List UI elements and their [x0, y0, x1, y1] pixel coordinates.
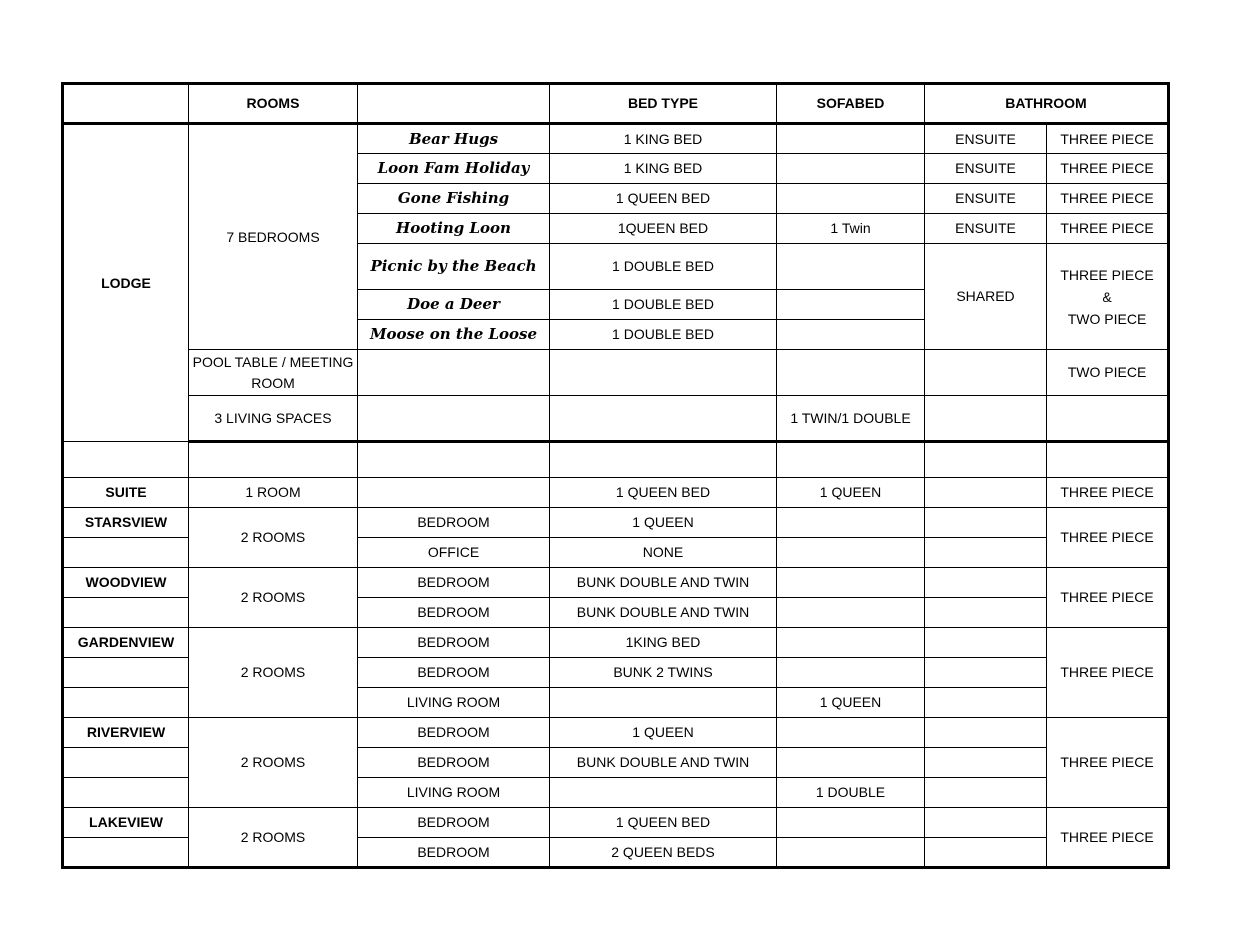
unit-name-gardenview: GARDENVIEW — [63, 628, 189, 658]
bed-type: BUNK 2 TWINS — [550, 658, 777, 688]
unit-rooms: 2 ROOMS — [189, 808, 358, 868]
pool-room-label: POOL TABLE / MEETING ROOM — [189, 350, 358, 396]
bathroom-type: THREE PIECE — [1047, 508, 1169, 568]
bathroom-type: THREE PIECE — [1047, 154, 1169, 184]
bed-type: BUNK DOUBLE AND TWIN — [550, 748, 777, 778]
bed-type: BUNK DOUBLE AND TWIN — [550, 598, 777, 628]
unit-rooms: 1 ROOM — [189, 478, 358, 508]
room-name: BEDROOM — [358, 718, 550, 748]
empty-cell — [925, 718, 1047, 748]
room-name: OFFICE — [358, 538, 550, 568]
room-name: Hooting Loon — [358, 214, 550, 244]
header-sofabed: SOFABED — [777, 84, 925, 124]
bathroom-type: THREE PIECE — [1047, 478, 1169, 508]
sofabed — [777, 124, 925, 154]
table-row — [63, 628, 1169, 658]
room-name: Bear Hugs — [358, 124, 550, 154]
sofabed — [777, 320, 925, 350]
unit-rooms: 2 ROOMS — [189, 718, 358, 808]
header-rooms: ROOMS — [189, 84, 358, 124]
room-name: BEDROOM — [358, 838, 550, 868]
room-name: BEDROOM — [358, 748, 550, 778]
bed-type: NONE — [550, 538, 777, 568]
bathroom-type: THREE PIECE — [1047, 718, 1169, 808]
room-name: BEDROOM — [358, 628, 550, 658]
empty-cell — [189, 442, 358, 478]
empty-cell — [63, 838, 189, 868]
room-name: BEDROOM — [358, 598, 550, 628]
empty-cell — [925, 568, 1047, 598]
shared-bathroom-access: SHARED — [925, 244, 1047, 350]
bed-type: 1 DOUBLE BED — [550, 290, 777, 320]
unit-name-woodview: WOODVIEW — [63, 568, 189, 598]
table-row — [63, 718, 1169, 748]
bed-type: 1 QUEEN — [550, 508, 777, 538]
header-bathroom: BATHROOM — [925, 84, 1169, 124]
accommodation-sheet — [61, 82, 1170, 869]
empty-cell — [63, 538, 189, 568]
bed-type: 1 QUEEN — [550, 718, 777, 748]
empty-cell — [63, 658, 189, 688]
empty-cell — [550, 442, 777, 478]
bathroom-type: THREE PIECE — [1047, 184, 1169, 214]
sofabed: 1 QUEEN — [777, 688, 925, 718]
sofabed — [777, 718, 925, 748]
empty-cell — [777, 350, 925, 396]
empty-cell — [925, 838, 1047, 868]
empty-cell — [1047, 396, 1169, 442]
room-name: Loon Fam Holiday — [358, 154, 550, 184]
spacer-row — [63, 442, 1169, 478]
empty-cell — [925, 442, 1047, 478]
sofabed — [777, 838, 925, 868]
room-name: BEDROOM — [358, 808, 550, 838]
empty-cell — [925, 628, 1047, 658]
bed-type: 1KING BED — [550, 628, 777, 658]
sofabed — [777, 568, 925, 598]
bed-type: 1 QUEEN BED — [550, 808, 777, 838]
table-row — [63, 478, 1169, 508]
unit-name-starsview: STARSVIEW — [63, 508, 189, 538]
bathroom-type: THREE PIECE — [1047, 214, 1169, 244]
empty-cell — [925, 508, 1047, 538]
room-name: LIVING ROOM — [358, 778, 550, 808]
room-name: Picnic by the Beach — [358, 244, 550, 290]
unit-name-lodge: LODGE — [63, 124, 189, 442]
bed-type: BUNK DOUBLE AND TWIN — [550, 568, 777, 598]
empty-cell — [358, 396, 550, 442]
unit-name-lakeview: LAKEVIEW — [63, 808, 189, 838]
empty-cell — [63, 748, 189, 778]
room-name: BEDROOM — [358, 658, 550, 688]
empty-cell — [925, 778, 1047, 808]
bed-type: 1 DOUBLE BED — [550, 244, 777, 290]
accommodation-table — [61, 82, 1170, 869]
bed-type: 2 QUEEN BEDS — [550, 838, 777, 868]
pool-room-bathroom: TWO PIECE — [1047, 350, 1169, 396]
bed-type: 1 DOUBLE BED — [550, 320, 777, 350]
empty-cell — [1047, 442, 1169, 478]
empty-cell — [925, 658, 1047, 688]
lodge-rooms-summary: 7 BEDROOMS — [189, 124, 358, 350]
bed-type: 1 QUEEN BED — [550, 478, 777, 508]
header-row — [63, 84, 1169, 124]
bed-type — [550, 778, 777, 808]
table-row — [63, 808, 1169, 838]
sofabed — [777, 154, 925, 184]
bathroom-type: THREE PIECE — [1047, 808, 1169, 868]
empty-cell — [63, 442, 189, 478]
shared-bathroom-type: THREE PIECE & TWO PIECE — [1047, 244, 1169, 350]
empty-cell — [777, 442, 925, 478]
table-row — [63, 568, 1169, 598]
unit-rooms: 2 ROOMS — [189, 508, 358, 568]
room-name: LIVING ROOM — [358, 688, 550, 718]
living-spaces-label: 3 LIVING SPACES — [189, 396, 358, 442]
sofabed: 1 Twin — [777, 214, 925, 244]
sofabed — [777, 290, 925, 320]
empty-cell — [925, 748, 1047, 778]
empty-cell — [358, 478, 550, 508]
empty-cell — [550, 350, 777, 396]
bed-type: 1QUEEN BED — [550, 214, 777, 244]
living-spaces-sofabed: 1 TWIN/1 DOUBLE — [777, 396, 925, 442]
sofabed: 1 DOUBLE — [777, 778, 925, 808]
header-blank-cell — [63, 84, 189, 124]
sofabed — [777, 748, 925, 778]
empty-cell — [925, 478, 1047, 508]
empty-cell — [925, 538, 1047, 568]
sofabed — [777, 598, 925, 628]
bathroom-type: THREE PIECE — [1047, 628, 1169, 718]
sofabed — [777, 508, 925, 538]
bathroom-type: THREE PIECE — [1047, 568, 1169, 628]
header-bed-type: BED TYPE — [550, 84, 777, 124]
room-name: Doe a Deer — [358, 290, 550, 320]
bed-type — [550, 688, 777, 718]
bathroom-type: THREE PIECE — [1047, 124, 1169, 154]
bed-type: 1 KING BED — [550, 154, 777, 184]
empty-cell — [550, 396, 777, 442]
unit-name-riverview: RIVERVIEW — [63, 718, 189, 748]
table-row — [63, 396, 1169, 442]
room-name: Gone Fishing — [358, 184, 550, 214]
empty-cell — [358, 442, 550, 478]
empty-cell — [63, 778, 189, 808]
sofabed — [777, 658, 925, 688]
table-row — [63, 508, 1169, 538]
empty-cell — [63, 598, 189, 628]
unit-name-suite: SUITE — [63, 478, 189, 508]
empty-cell — [925, 396, 1047, 442]
room-name: Moose on the Loose — [358, 320, 550, 350]
bed-type: 1 QUEEN BED — [550, 184, 777, 214]
empty-cell — [358, 350, 550, 396]
bathroom-access: ENSUITE — [925, 214, 1047, 244]
header-room-name — [358, 84, 550, 124]
room-name: BEDROOM — [358, 508, 550, 538]
sofabed: 1 QUEEN — [777, 478, 925, 508]
bathroom-access: ENSUITE — [925, 154, 1047, 184]
sofabed — [777, 538, 925, 568]
sofabed — [777, 184, 925, 214]
table-row — [63, 350, 1169, 396]
empty-cell — [925, 350, 1047, 396]
unit-rooms: 2 ROOMS — [189, 628, 358, 718]
sofabed — [777, 808, 925, 838]
bathroom-access: ENSUITE — [925, 124, 1047, 154]
unit-rooms: 2 ROOMS — [189, 568, 358, 628]
bathroom-access: ENSUITE — [925, 184, 1047, 214]
table-row — [63, 124, 1169, 154]
empty-cell — [925, 808, 1047, 838]
bed-type: 1 KING BED — [550, 124, 777, 154]
sofabed — [777, 628, 925, 658]
empty-cell — [925, 598, 1047, 628]
room-name: BEDROOM — [358, 568, 550, 598]
sofabed — [777, 244, 925, 290]
empty-cell — [925, 688, 1047, 718]
empty-cell — [63, 688, 189, 718]
